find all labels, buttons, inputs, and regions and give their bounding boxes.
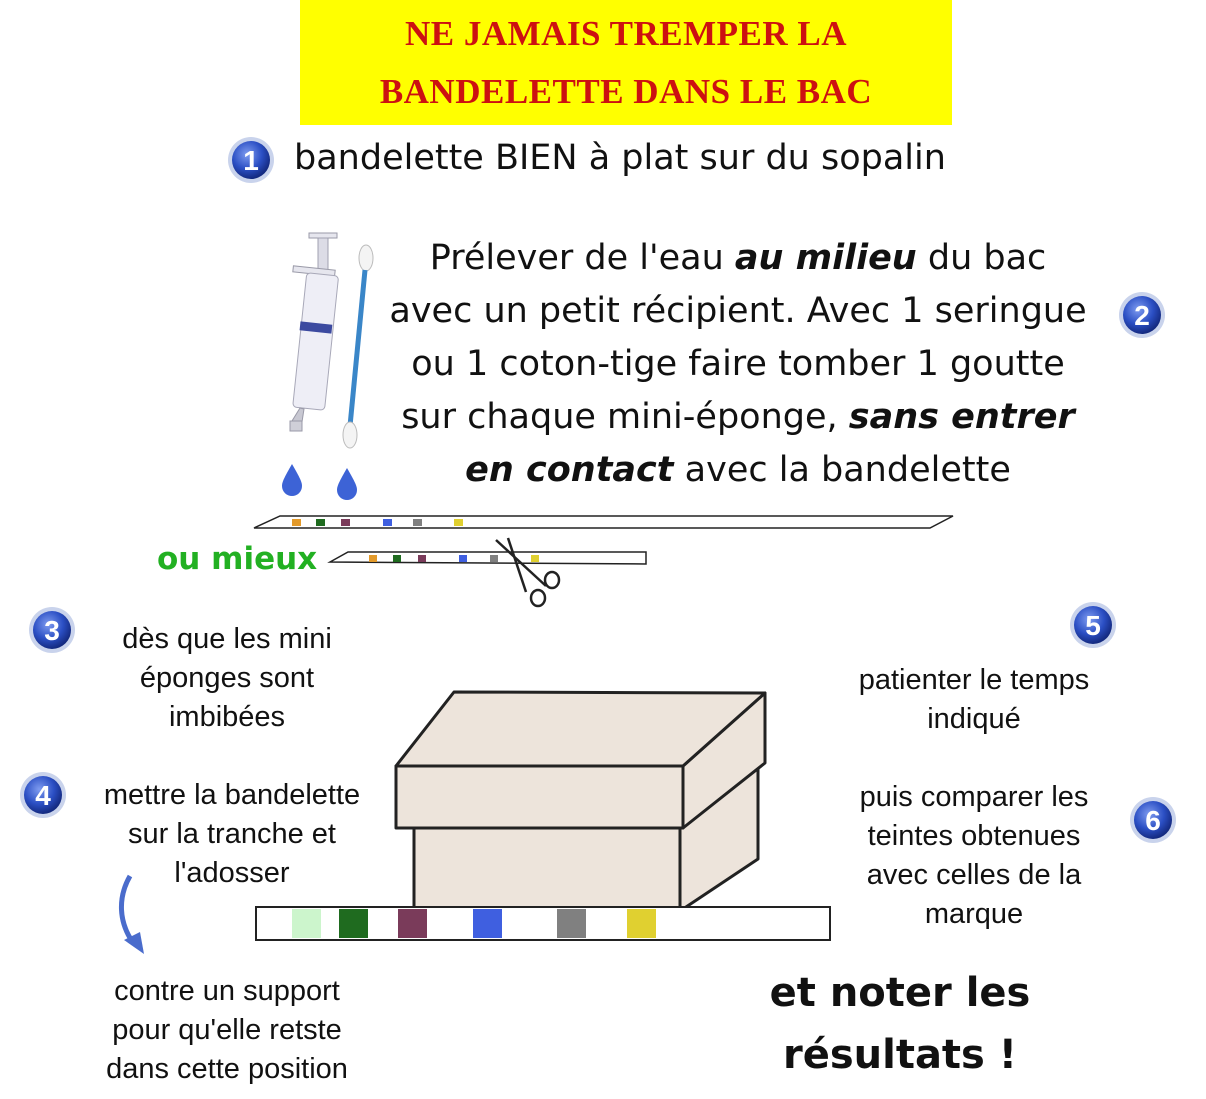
step-1-badge [226, 135, 276, 185]
water-drop-icon [282, 464, 302, 496]
strip-pad [490, 555, 498, 562]
strip-pad [557, 909, 586, 938]
support-box [396, 692, 765, 911]
strip-pad [369, 555, 377, 562]
banner-line-2: BANDELETTE DANS LE BAC [379, 71, 873, 111]
step-3-number: 3 [44, 615, 60, 646]
scissors-icon [496, 538, 559, 606]
step-3-text: dès que les mini éponges sont imbibées [122, 623, 332, 733]
step-6-text: puis comparer les teintes obtenues avec celles de la marque [859, 781, 1089, 930]
step-4-badge [18, 770, 68, 820]
strip-pad [627, 909, 656, 938]
step-5-badge [1068, 600, 1118, 650]
step-2-text: Prélever de l'eau au milieu du bac avec un petit récipient. Avec 1 seringue ou 1 coton-tige faire tomber 1 goutte sur chaque mini-éponge, sans entrer en contact avec la bandelette [389, 238, 1087, 490]
step-1-number: 1 [243, 145, 259, 176]
step-2-number: 2 [1134, 300, 1150, 331]
or-better-label: ou mieux [157, 541, 318, 577]
cut-test-strip [326, 536, 656, 608]
step-6-number: 6 [1145, 805, 1161, 836]
support-text: contre un support pour qu'elle retste dans cette position [106, 975, 348, 1085]
strip-pad [413, 519, 422, 526]
water-drop-icon [337, 468, 357, 500]
strip-pad [454, 519, 463, 526]
step-4-number: 4 [35, 780, 51, 811]
strip-pad [459, 555, 467, 562]
step-4-text: mettre la bandelette sur la tranche et l'adosser [103, 779, 361, 889]
strip-pad [531, 555, 539, 562]
strip-pad [292, 519, 301, 526]
cotton-swab-icon [343, 245, 373, 448]
support-box-illustration [250, 683, 840, 948]
step-1-text: bandelette BIEN à plat sur du sopalin [294, 138, 946, 178]
strip-pad [316, 519, 325, 526]
sampling-tools [270, 228, 380, 503]
step-3-badge [27, 605, 77, 655]
strip-pad [341, 519, 350, 526]
strip-pad [383, 519, 392, 526]
emphasis-au-milieu: au milieu [734, 238, 917, 278]
strip-pad [418, 555, 426, 562]
banner-line-1: NE JAMAIS TREMPER LA [404, 13, 848, 53]
final-instruction: et noter les résultats ! [769, 970, 1031, 1078]
warning-banner [300, 0, 952, 125]
strip-pad [292, 909, 321, 938]
strip-pad [398, 909, 427, 938]
syringe-icon [290, 233, 339, 431]
curved-arrow-icon [110, 872, 160, 962]
step-5-number: 5 [1085, 610, 1101, 641]
strip-pad [393, 555, 401, 562]
emphasis-sans-contact: sans entrer en contact [465, 397, 1075, 490]
step-5-text: patienter le temps indiqué [858, 664, 1090, 735]
strip-pad [473, 909, 502, 938]
strip-pad [339, 909, 368, 938]
step-6-badge [1128, 795, 1178, 845]
flat-test-strip [250, 512, 960, 534]
step-2-badge [1117, 290, 1167, 340]
